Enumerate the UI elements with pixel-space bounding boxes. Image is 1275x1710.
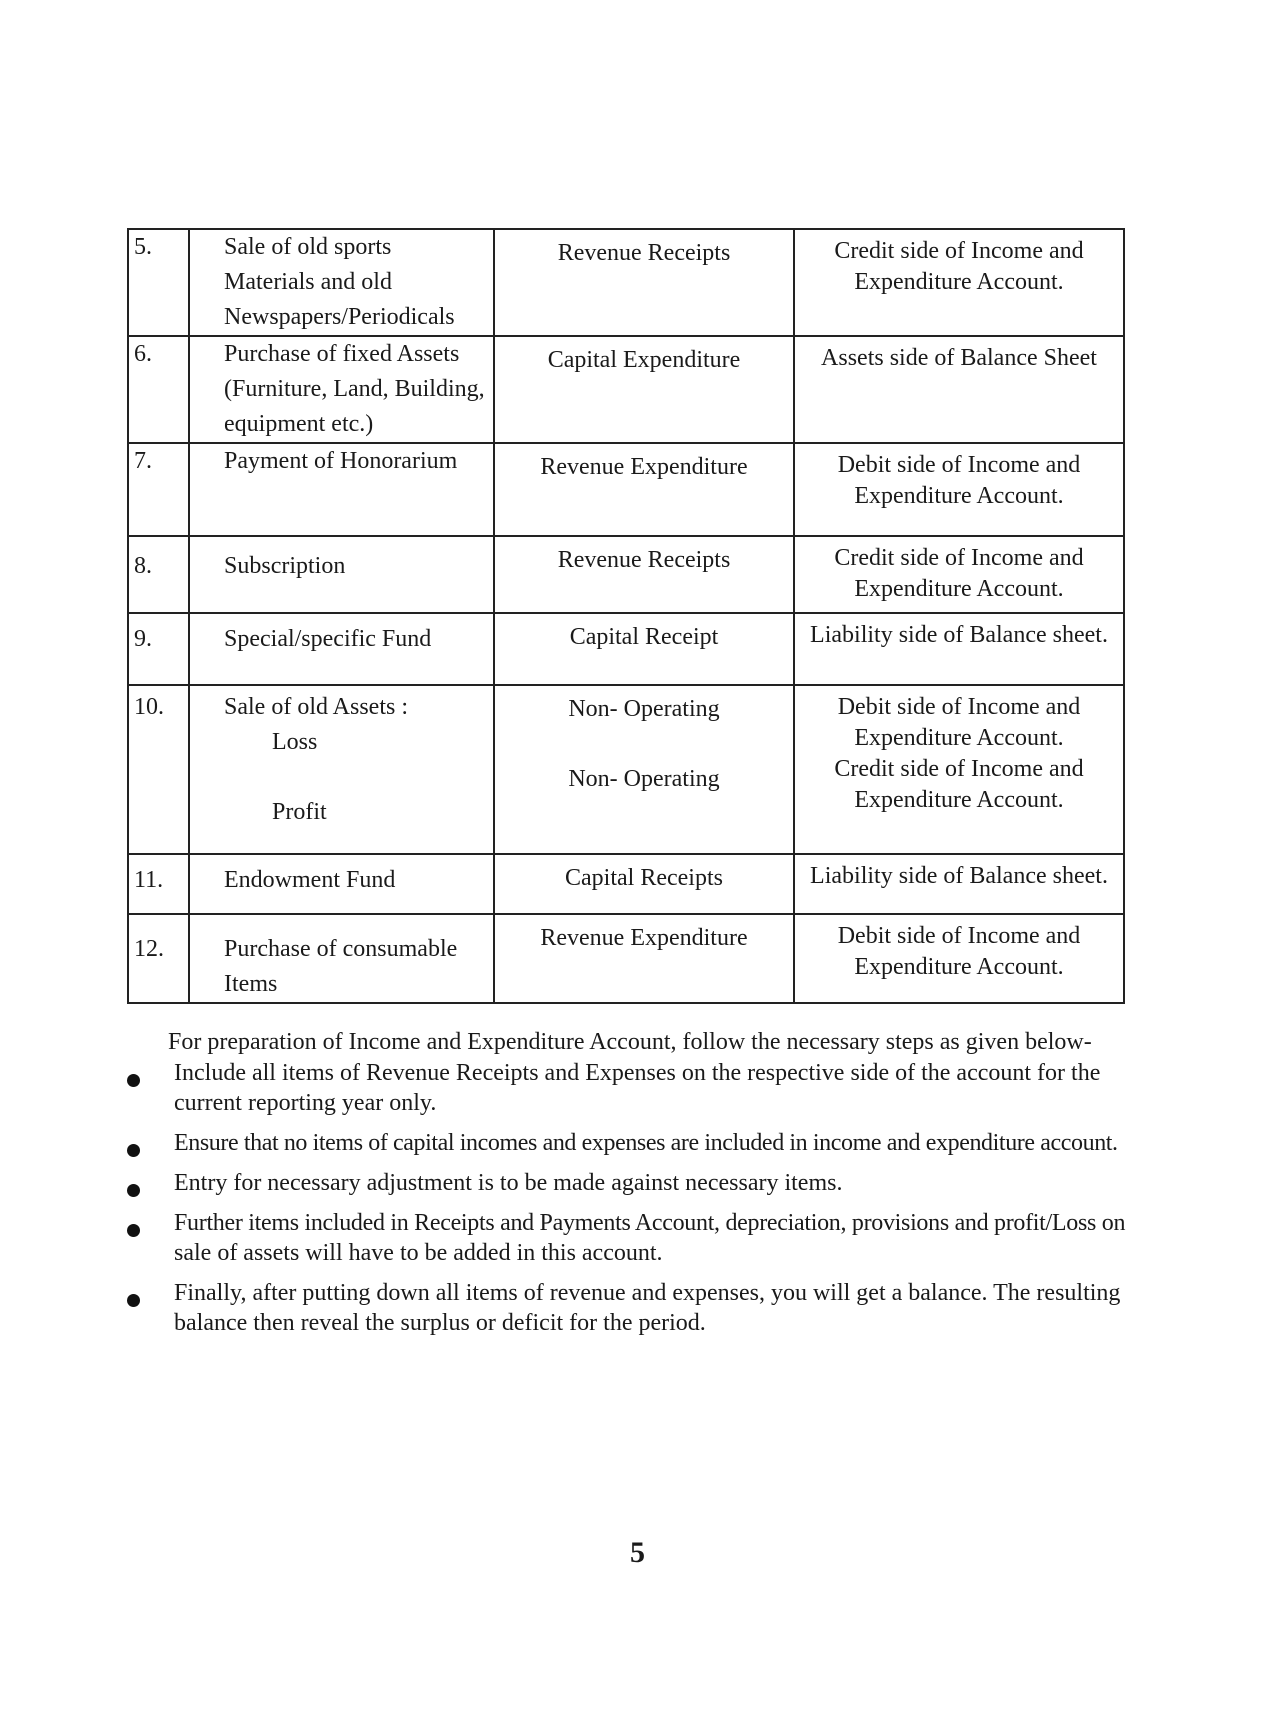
list-item: Entry for necessary adjustment is to be made against necessary items. bbox=[124, 1168, 1134, 1198]
bullet-icon bbox=[127, 1294, 140, 1307]
item-type: Revenue Expenditure bbox=[494, 914, 794, 1003]
item-type: Capital Receipt bbox=[494, 613, 794, 685]
item-description: Sale of old sports Materials and old Newspapers/Periodicals bbox=[189, 229, 494, 336]
item-placement: Debit side of Income and Expenditure Account. Credit side of Income and Expenditure Account. bbox=[794, 685, 1124, 854]
table-row bbox=[128, 613, 1124, 685]
table-row bbox=[128, 536, 1124, 613]
item-description: Purchase of fixed Assets (Furniture, Land, Building, equipment etc.) bbox=[189, 336, 494, 443]
item-type: Capital Receipts bbox=[494, 854, 794, 914]
item-placement: Liability side of Balance sheet. bbox=[794, 613, 1124, 685]
page-number: 5 bbox=[630, 1536, 645, 1569]
row-number: 11. bbox=[128, 854, 189, 914]
row-number: 9. bbox=[128, 613, 189, 685]
bullet-icon bbox=[127, 1074, 140, 1087]
bullet-icon bbox=[127, 1224, 140, 1237]
steps-list bbox=[124, 1058, 1134, 1348]
list-item: Finally, after putting down all items of revenue and expenses, you will get a balance. The resulting balance then reveal the surplus or deficit for the period. bbox=[124, 1278, 1134, 1338]
item-type: Revenue Receipts bbox=[494, 229, 794, 336]
row-number: 8. bbox=[128, 536, 189, 613]
bullet-icon bbox=[127, 1144, 140, 1157]
table-row bbox=[128, 229, 1124, 336]
intro-paragraph: For preparation of Income and Expenditure Account, follow the necessary steps as given below- bbox=[168, 1029, 1092, 1055]
item-placement: Debit side of Income and Expenditure Account. bbox=[794, 914, 1124, 1003]
item-type: Revenue Expenditure bbox=[494, 443, 794, 536]
bullet-icon bbox=[127, 1184, 140, 1197]
item-placement: Debit side of Income and Expenditure Account. bbox=[794, 443, 1124, 536]
row-number: 10. bbox=[128, 685, 189, 854]
item-placement: Credit side of Income and Expenditure Account. bbox=[794, 229, 1124, 336]
table-row bbox=[128, 685, 1124, 854]
table-row bbox=[128, 914, 1124, 1003]
classification-table bbox=[127, 228, 1125, 1004]
loss-label: Loss bbox=[272, 729, 318, 755]
row-number: 6. bbox=[128, 336, 189, 443]
row-number: 7. bbox=[128, 443, 189, 536]
list-item: Include all items of Revenue Receipts and Expenses on the respective side of the account for the current reporting year only. bbox=[124, 1058, 1134, 1118]
item-description: Subscription bbox=[189, 536, 494, 613]
item-description: Payment of Honorarium bbox=[189, 443, 494, 536]
item-description: Endowment Fund bbox=[189, 854, 494, 914]
row-number: 12. bbox=[128, 914, 189, 1003]
item-placement: Credit side of Income and Expenditure Account. bbox=[794, 536, 1124, 613]
item-type: Revenue Receipts bbox=[494, 536, 794, 613]
item-type: Non- Operating Non- Operating bbox=[494, 685, 794, 854]
item-description: Sale of old Assets : Loss Profit bbox=[189, 685, 494, 854]
list-item: Ensure that no items of capital incomes and expenses are included in income and expenditure account. bbox=[124, 1128, 1134, 1158]
item-type: Capital Expenditure bbox=[494, 336, 794, 443]
table-row bbox=[128, 336, 1124, 443]
table-row bbox=[128, 443, 1124, 536]
item-placement: Assets side of Balance Sheet bbox=[794, 336, 1124, 443]
item-description: Special/specific Fund bbox=[189, 613, 494, 685]
table-row bbox=[128, 854, 1124, 914]
item-description: Purchase of consumable Items bbox=[189, 914, 494, 1003]
profit-label: Profit bbox=[272, 799, 327, 825]
item-placement: Liability side of Balance sheet. bbox=[794, 854, 1124, 914]
list-item: Further items included in Receipts and Payments Account, depreciation, provisions and profit/Loss on sale of assets will have to be added in this account. bbox=[124, 1208, 1134, 1268]
row-number: 5. bbox=[128, 229, 189, 336]
